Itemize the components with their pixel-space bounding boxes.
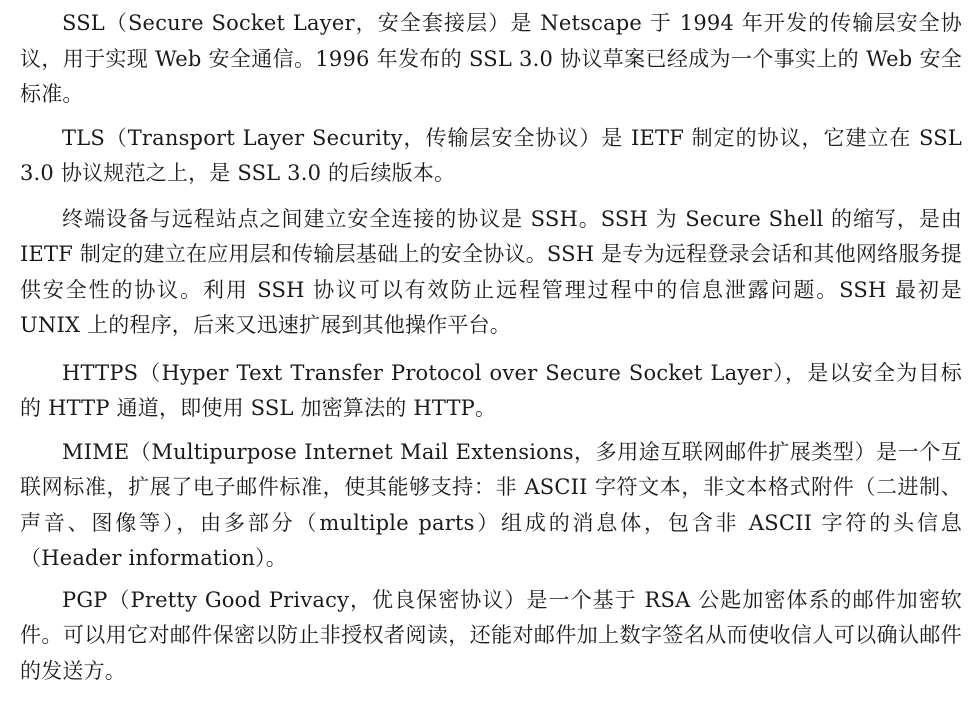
- paragraph-pgp: PGP（Pretty Good Privacy，优良保密协议）是一个基于 RSA 公匙加密体系的邮件加密软件。可以用它对邮件保密以防止非授权者阅读，还能对邮件加上数字签名从而使收信人可以确认邮件的发送方。: [20, 587, 962, 683]
- paragraph-tls: TLS（Transport Layer Security，传输层安全协议）是 IETF 制定的协议，它建立在 SSL 3.0 协议规范之上，是 SSL 3.0 的后续版本。: [20, 125, 962, 185]
- paragraph-https: HTTPS（Hyper Text Transfer Protocol over Secure Socket Layer），是以安全为目标的 HTTP 通道，即使用 SSL 加密算法的 HTTP。: [20, 360, 962, 420]
- paragraph-ssl: SSL（Secure Socket Layer，安全套接层）是 Netscape 于 1994 年开发的传输层安全协议，用于实现 Web 安全通信。1996 年发布的 SSL 3.0 协议草案已经成为一个事实上的 Web 安全标准。: [20, 11, 962, 106]
- paragraph-mime: MIME（Multipurpose Internet Mail Extensions，多用途互联网邮件扩展类型）是一个互联网标准，扩展了电子邮件标准，使其能够支持：非 ASCII 字符文本，非文本格式附件（二进制、声音、图像等），由多部分（multiple parts）组成的消息体，包含非 ASCII 字符的头信息（Header information）。: [20, 439, 962, 570]
- paragraph-ssh: 终端设备与远程站点之间建立安全连接的协议是 SSH。SSH 为 Secure Shell 的缩写，是由 IETF 制定的建立在应用层和传输层基础上的安全协议。SSH 是专为远程登录会话和其他网络服务提供安全性的协议。利用 SSH 协议可以有效防止远程管理过程中的信息泄露问题。SSH 最初是 UNIX 上的程序，后来又迅速扩展到其他操作平台。: [20, 206, 962, 337]
